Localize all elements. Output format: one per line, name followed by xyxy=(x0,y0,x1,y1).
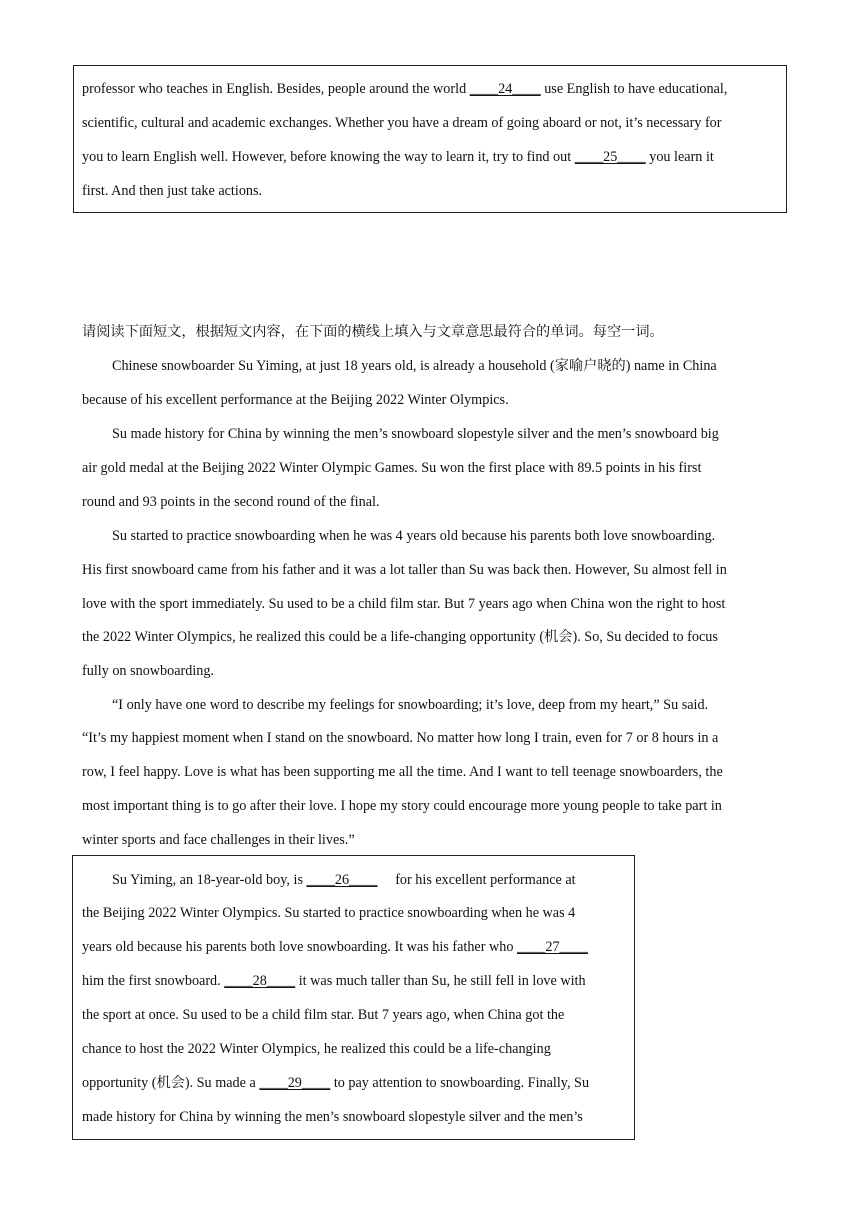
passage-line: love with the sport immediately. Su used to be a child film star. But 7 years ago when China won the right to host xyxy=(82,596,726,612)
box2-line-6: chance to host the 2022 Winter Olympics, he realized this could be a life-changing xyxy=(82,1041,551,1057)
passage-line: Chinese snowboarder Su Yiming, at just 18 years old, is already a household (家喻户晓的) name in China xyxy=(112,358,717,374)
text: professor who teaches in English. Besides, people around the world xyxy=(82,81,470,97)
box1-line-1 xyxy=(82,80,727,98)
box2-line-8: made history for China by winning the men’s snowboard slopestyle silver and the men’s xyxy=(82,1109,583,1125)
box1-line-4: first. And then just take actions. xyxy=(82,183,263,199)
text: for his excellent performance at xyxy=(377,872,576,888)
passage-line: round and 93 points in the second round of the final. xyxy=(82,494,380,510)
passage-line: because of his excellent performance at the Beijing 2022 Winter Olympics. xyxy=(82,392,509,408)
passage-line: the 2022 Winter Olympics, he realized this could be a life-changing opportunity (机会). So, Su decided to focus xyxy=(82,629,718,645)
box2-line-7 xyxy=(82,1074,589,1092)
box2-line-5: the sport at once. Su used to be a child film star. But 7 years ago, when China got the xyxy=(82,1007,565,1023)
box2-line-4 xyxy=(82,972,586,990)
text: to pay attention to snowboarding. Finally, Su xyxy=(330,1075,590,1091)
passage-line: “I only have one word to describe my feelings for snowboarding; it’s love, deep from my heart,” Su said. xyxy=(112,697,709,713)
passage-line: most important thing is to go after their love. I hope my story could encourage more young people to take part in xyxy=(82,798,722,814)
passage-line: air gold medal at the Beijing 2022 Winter Olympic Games. Su won the first place with 89.5 points in his first xyxy=(82,460,702,476)
passage-line: fully on snowboarding. xyxy=(82,663,215,679)
passage-line: Su started to practice snowboarding when he was 4 years old because his parents both love snowboarding. xyxy=(112,528,716,544)
blank-24[interactable]: ____24____ xyxy=(469,81,541,97)
text: use English to have educational, xyxy=(540,81,728,97)
passage-line: “It’s my happiest moment when I stand on the snowboard. No matter how long I train, even for 7 or 8 hours in a xyxy=(82,730,719,746)
blank-25[interactable]: ____25____ xyxy=(574,149,646,165)
text: you learn it xyxy=(645,149,714,165)
passage-line: Su made history for China by winning the men’s snowboard slopestyle silver and the men’s snowboard big xyxy=(112,426,719,442)
box2-line-1 xyxy=(112,871,576,889)
text: opportunity (机会). Su made a xyxy=(82,1075,260,1091)
box1-line-3 xyxy=(82,148,714,166)
text: you to learn English well. However, before knowing the way to learn it, try to find out xyxy=(82,149,575,165)
text: years old because his parents both love snowboarding. It was his father who xyxy=(82,939,517,955)
blank-29[interactable]: ____29____ xyxy=(259,1075,331,1091)
box2-line-3 xyxy=(82,938,588,956)
passage-line: winter sports and face challenges in their lives.” xyxy=(82,832,355,848)
text: it was much taller than Su, he still fell in love with xyxy=(295,973,586,989)
text: him the first snowboard. xyxy=(82,973,225,989)
text: Su Yiming, an 18-year-old boy, is xyxy=(112,872,307,888)
blank-26[interactable]: ____26____ xyxy=(306,872,378,888)
box1-line-2: scientific, cultural and academic exchanges. Whether you have a dream of going aboard or not, it’s necessary for xyxy=(82,115,722,131)
instruction: 请阅读下面短文，根据短文内容，在下面的横线上填入与文章意思最符合的单词。每空一词。 xyxy=(82,324,664,340)
passage-line: His first snowboard came from his father and it was a lot taller than Su was back then. However, Su almost fell in xyxy=(82,562,727,578)
blank-28[interactable]: ____28____ xyxy=(224,973,296,989)
summary-box-2 xyxy=(72,855,635,1140)
box2-line-2: the Beijing 2022 Winter Olympics. Su started to practice snowboarding when he was 4 xyxy=(82,905,576,921)
blank-27[interactable]: ____27____ xyxy=(516,939,588,955)
passage-line: row, I feel happy. Love is what has been supporting me all the time. And I want to tell teenage snowboarders, the xyxy=(82,764,723,780)
